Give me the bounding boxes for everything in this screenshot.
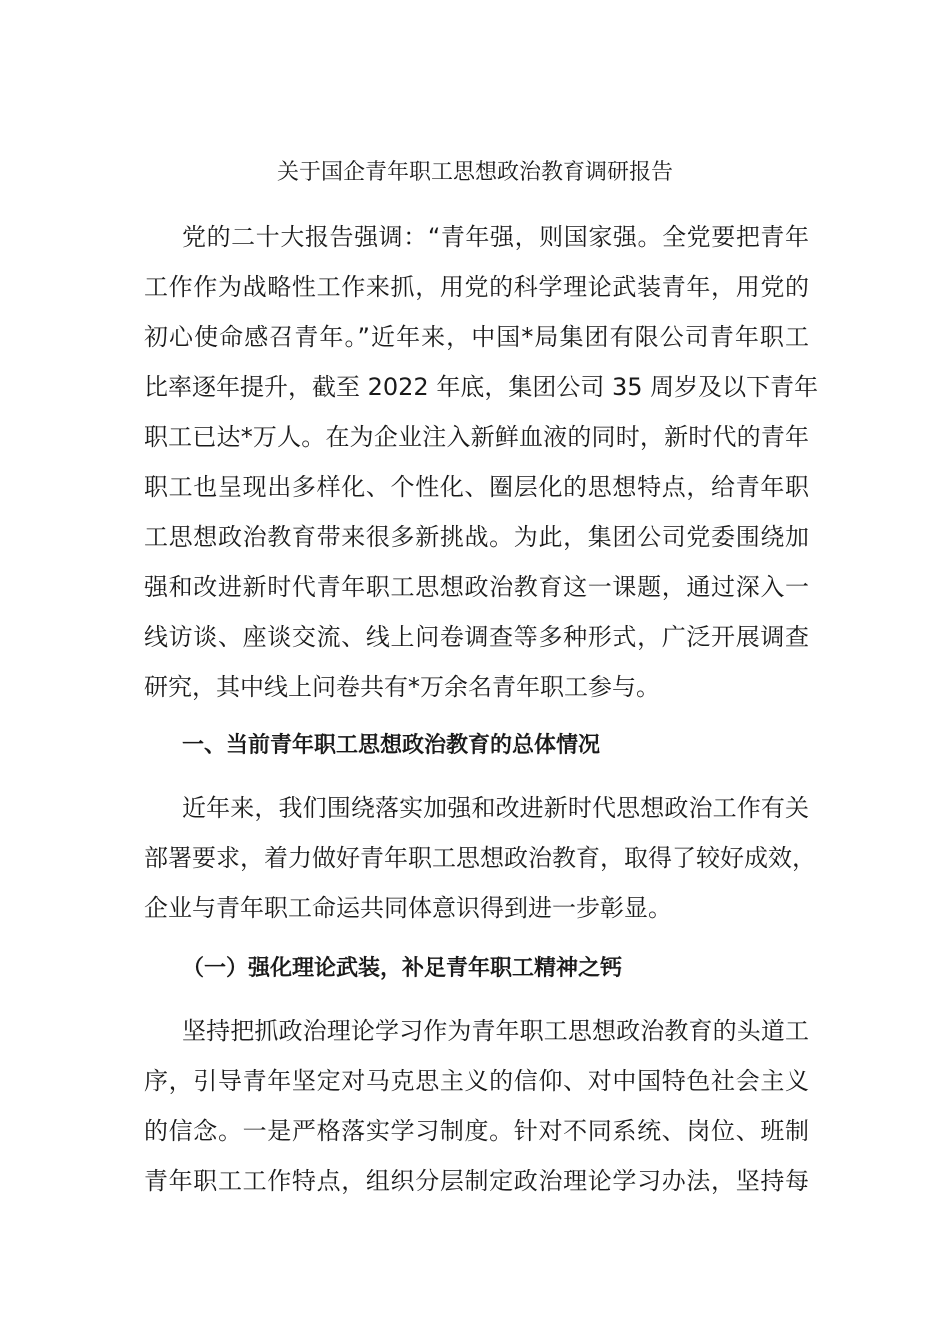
paragraph-line: 强和改进新时代青年职工思想政治教育这一课题，通过深入一 bbox=[144, 573, 809, 601]
paragraph-line: 近年来，我们围绕落实加强和改进新时代思想政治工作有关 bbox=[182, 794, 809, 822]
paragraph-line: 职工也呈现出多样化、个性化、圈层化的思想特点，给青年职 bbox=[144, 473, 809, 501]
paragraph-theory bbox=[144, 1006, 809, 1206]
paragraph-line: 序，引导青年坚定对马克思主义的信仰、对中国特色社会主义 bbox=[144, 1067, 809, 1095]
paragraph-line: 企业与青年职工命运共同体意识得到进一步彰显。 bbox=[144, 894, 672, 922]
paragraph-line: 工思想政治教育带来很多新挑战。为此，集团公司党委围绕加 bbox=[144, 523, 809, 551]
paragraph-line: 工作作为战略性工作来抓，用党的科学理论武装青年，用党的 bbox=[144, 273, 809, 301]
subsection-heading-1: （一）强化理论武装，补足青年职工精神之钙 bbox=[182, 956, 623, 981]
paragraph-line: 职工已达*万人。在为企业注入新鲜血液的同时，新时代的青年 bbox=[144, 423, 809, 451]
paragraph-line: 研究，其中线上问卷共有*万余名青年职工参与。 bbox=[144, 673, 660, 701]
paragraph-overview bbox=[144, 783, 816, 933]
paragraph-intro bbox=[144, 212, 819, 712]
paragraph-line: 青年职工工作特点，组织分层制定政治理论学习办法，坚持每 bbox=[144, 1167, 809, 1195]
paragraph-line: 初心使命感召青年。”近年来，中国*局集团有限公司青年职工 bbox=[144, 323, 809, 351]
paragraph-line: 部署要求，着力做好青年职工思想政治教育，取得了较好成效， bbox=[144, 844, 816, 872]
paragraph-line: 比率逐年提升，截至 2022 年底，集团公司 35 周岁及以下青年 bbox=[144, 373, 819, 401]
paragraph-line: 的信念。一是严格落实学习制度。针对不同系统、岗位、班制 bbox=[144, 1117, 809, 1145]
document-title: 关于国企青年职工思想政治教育调研报告 bbox=[276, 160, 673, 185]
section-heading-1: 一、当前青年职工思想政治教育的总体情况 bbox=[182, 733, 601, 758]
paragraph-line: 党的二十大报告强调：“青年强，则国家强。全党要把青年 bbox=[182, 223, 809, 251]
paragraph-line: 坚持把抓政治理论学习作为青年职工思想政治教育的头道工 bbox=[182, 1017, 809, 1045]
paragraph-line: 线访谈、座谈交流、线上问卷调查等多种形式，广泛开展调查 bbox=[144, 623, 809, 651]
